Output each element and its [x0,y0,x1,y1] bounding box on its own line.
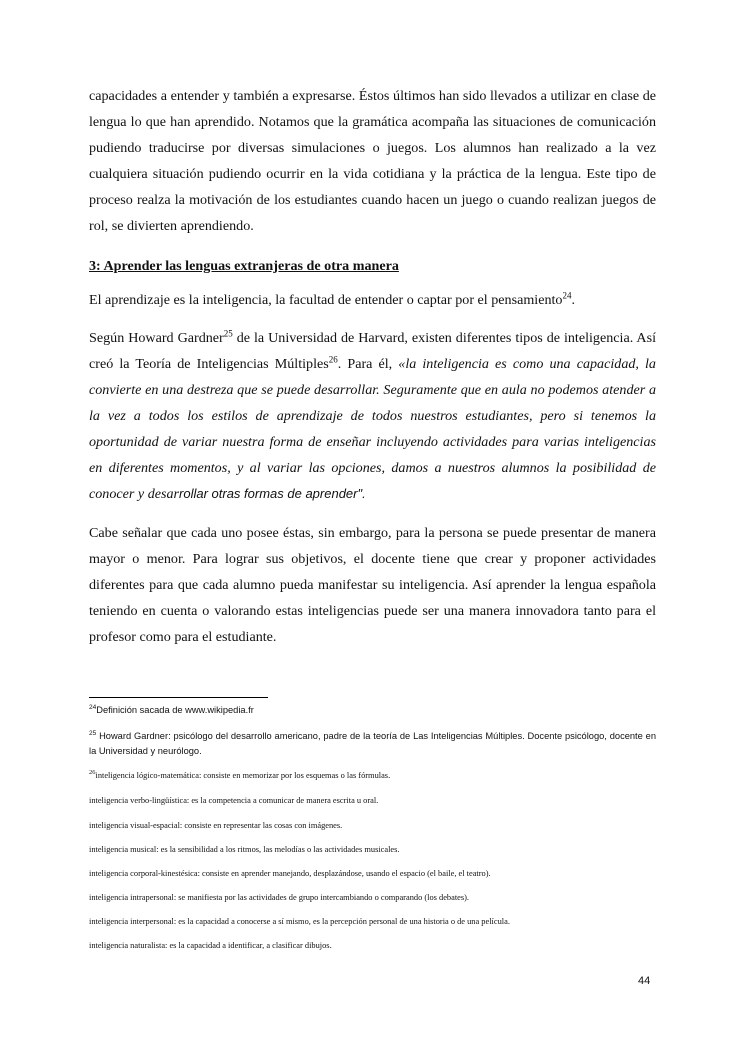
gardner-text-a: Según Howard Gardner [89,330,224,346]
gardner-text-b: de la Universidad de Harvard, existen diferentes tipos de inteligencia. Así creó la Teoría de Inteligencias Múltiples [89,330,657,372]
footnote-25 [89,729,656,759]
footnote-separator [89,697,268,698]
section-heading: 3: Aprender las lenguas extranjeras de otra manera [89,258,399,274]
footnote-24-number: 24 [89,703,97,711]
footnote-26-item: inteligencia verbo-lingüística: es la competencia a comunicar de manera escrita u oral. [89,796,379,805]
footnote-26-text: inteligencia lógico-matemática: consiste en memorizar por los esquemas o las fórmulas. [95,771,391,780]
paragraph-definition [89,287,656,313]
footnote-ref-24: 24 [562,290,572,301]
footnote-26-item: inteligencia intrapersonal: se manifiesta por las actividades de grupo intercambiando o comparando (los debates). [89,893,469,902]
page-number: 44 [638,975,651,987]
footnote-24 [89,703,656,718]
footnote-26-item: inteligencia naturalista: es la capacidad a identificar, a clasificar dibujos. [89,941,332,950]
footnote-26-item: inteligencia musical: es la sensibilidad a los ritmos, las melodías o las actividades musicales. [89,845,400,854]
paragraph-intro: capacidades a entender y también a expresarse. Éstos últimos han sido llevados a utilizar en clase de lengua lo que han aprendido. Notamos que la gramática acompaña las situaciones de comunicación pudiendo traducirse por diversas simulaciones o juegos. Los alumnos han realizado a la vez cualquiera situación pudiendo ocurrir en la vida cotidiana y la práctica de la lengua. Este tipo de proceso realza la motivación de los estudiantes cuando hacen un juego o cuando realizan juegos de rol, se divierten aprendiendo. [89,88,656,234]
footnote-24-text: Definición sacada de www.wikipedia.fr [96,705,254,715]
gardner-quote: «la inteligencia es como una capacidad, la convierte en una destreza que se puede desarrollar. Seguramente que en aula no podemos atender a la vez a todos los estilos de aprendizaje de todos nuestros estudiantes, pero si tenemos la oportunidad de variar nuestra forma de enseñar incluyendo actividades para varias inteligencias en diferentes momentos, y al variar las opciones, damos a nuestros alumnos la posibilidad de conocer y desar [89,356,656,502]
gardner-quote-end: rollar otras formas de aprender". [179,486,366,501]
footnote-26-item: inteligencia visual-espacial: consiste en representar las cosas con imágenes. [89,821,343,830]
footnote-26-item [89,770,656,782]
footnote-26-item: inteligencia interpersonal: es la capacidad a conocerse a sí mismo, es la percepción personal de una historia o de una película. [89,917,510,926]
definition-end: . [571,292,576,308]
footnote-ref-26: 26 [328,354,338,365]
footnote-ref-25: 25 [223,328,233,339]
footnote-26-number: 26 [89,769,96,777]
paragraph-conclusion: Cabe señalar que cada uno posee éstas, sin embargo, para la persona se puede presentar de manera mayor o menor. Para lograr sus objetivos, el docente tiene que crear y proponer actividades diferentes para que cada alumno pueda manifestar su inteligencia. Así aprender la lengua española teniendo en cuenta o valorando estas inteligencias puede ser una manera innovadora tanto para el profesor como para el estudiante. [89,525,656,645]
definition-text: El aprendizaje es la inteligencia, la facultad de entender o captar por el pensamiento [89,292,563,308]
footnote-25-number: 25 [89,729,97,737]
gardner-text-c: . Para él, [337,356,399,372]
footnote-26-item: inteligencia corporal-kinestésica: consiste en aprender manejando, desplazándose, usando el espacio (el baile, el teatro). [89,869,491,878]
footnote-25-text: Howard Gardner: psicólogo del desarrollo americano, padre de la teoría de Las Inteligencias Múltiples. Docente psicólogo, docente en la Universidad y neurólogo. [89,731,656,756]
paragraph-gardner [89,325,656,507]
